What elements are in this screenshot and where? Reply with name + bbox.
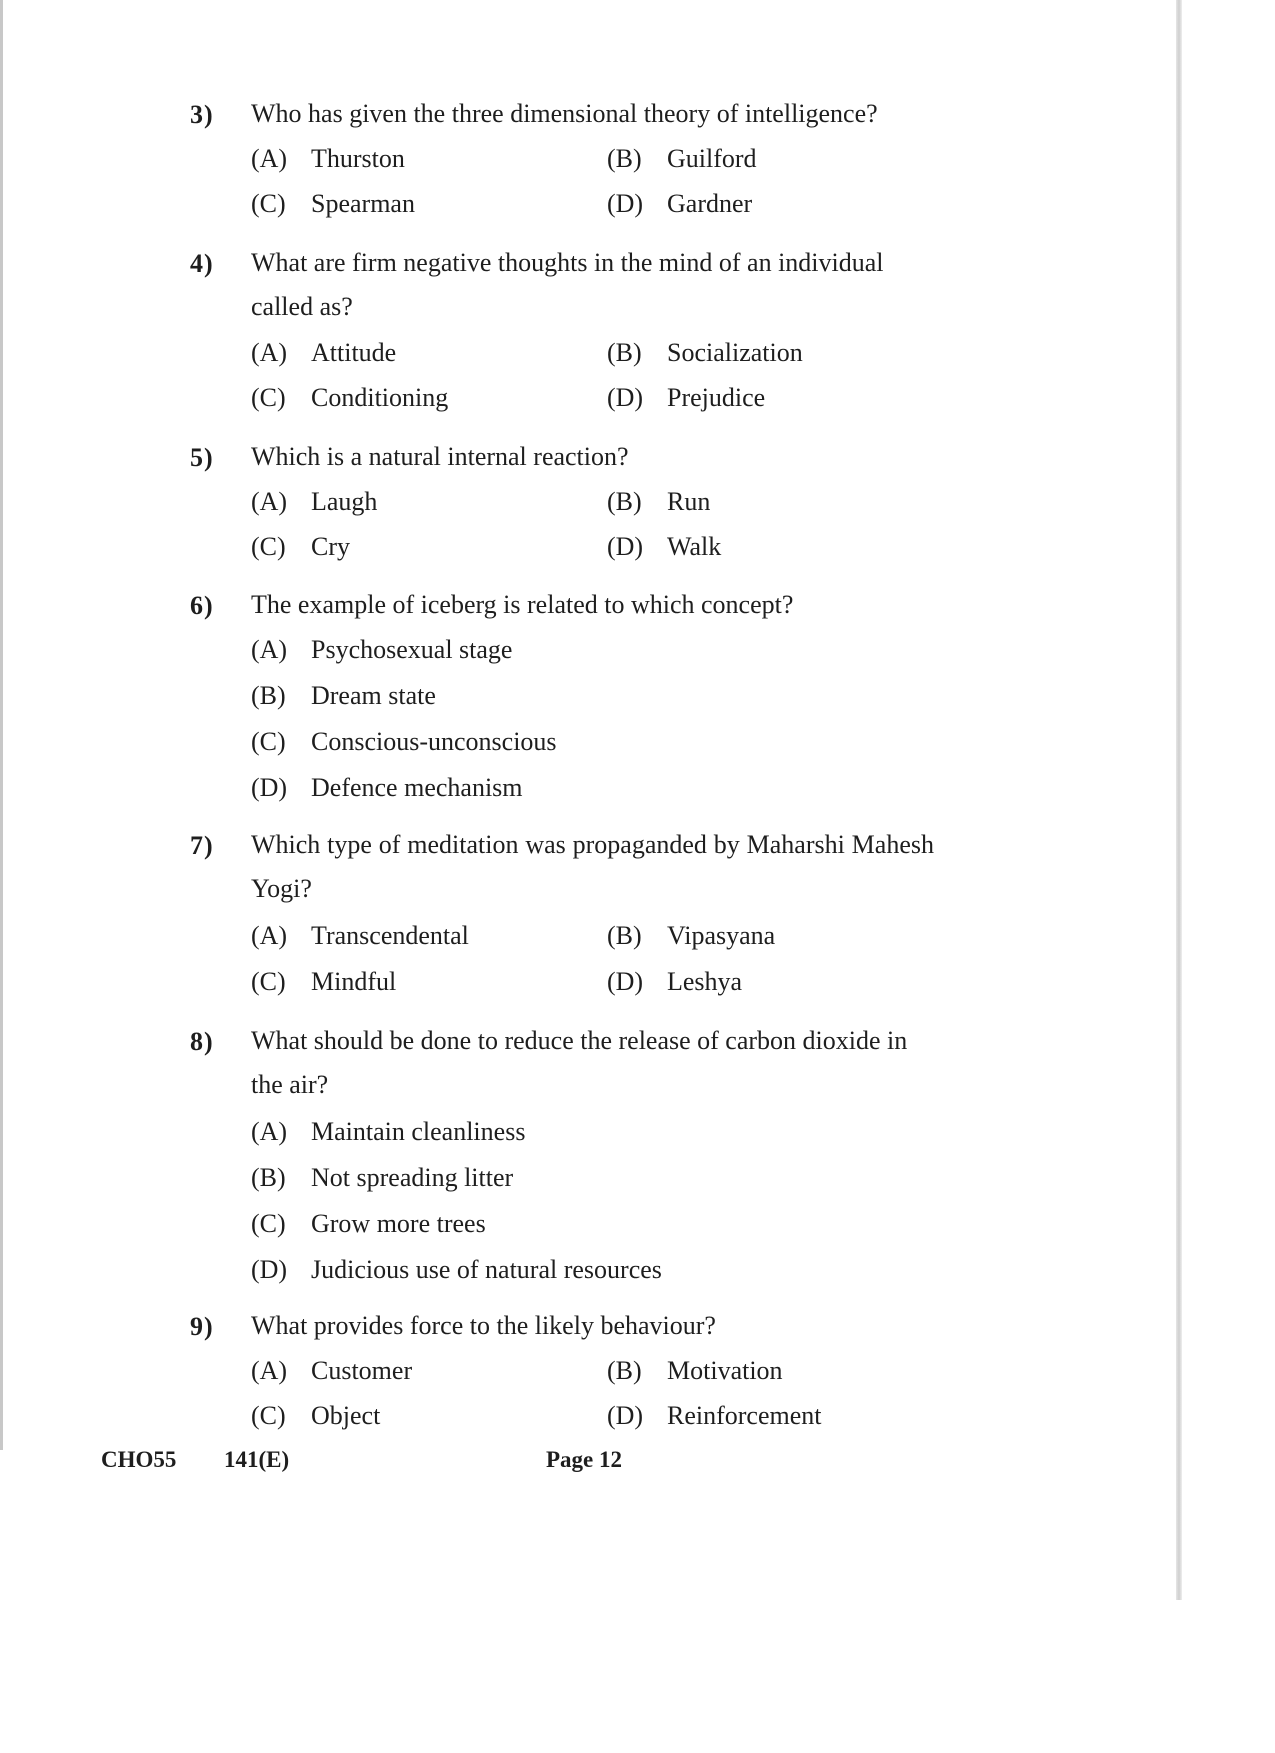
question-text: What should be done to reduce the release of carbon dioxide in the air? [251, 1026, 908, 1099]
option-text: Laugh [311, 487, 378, 516]
option-letter: (C) [251, 1401, 286, 1430]
option-letter: (C) [251, 967, 286, 996]
option-d [607, 532, 721, 562]
question-text: Which is a natural internal reaction? [251, 442, 629, 471]
option-a [251, 921, 469, 951]
option-letter: (A) [251, 1356, 288, 1385]
option-d [251, 1255, 662, 1285]
option-d [607, 189, 752, 219]
page-number: Page 12 [546, 1447, 623, 1472]
option-text: Cry [311, 532, 350, 561]
option-letter: (D) [251, 773, 288, 802]
option-letter: (B) [607, 144, 642, 173]
option-letter: (A) [251, 487, 288, 516]
question-text: Who has given the three dimensional theory of intelligence? [251, 99, 878, 128]
option-letter: (C) [251, 189, 286, 218]
question-number: 9) [190, 1312, 214, 1341]
option-c [251, 727, 557, 757]
option-text: Vipasyana [667, 921, 776, 950]
question-text: What are firm negative thoughts in the mind of an individual called as? [251, 248, 884, 321]
option-d [251, 773, 523, 803]
question-number: 3) [190, 100, 214, 129]
question-text: The example of iceberg is related to which concept? [251, 590, 794, 619]
option-text: Object [311, 1401, 381, 1430]
option-letter: (D) [607, 967, 644, 996]
option-text: Customer [311, 1356, 413, 1385]
option-text: Dream state [311, 681, 436, 710]
option-b [607, 487, 710, 517]
option-letter: (B) [251, 681, 286, 710]
option-text: Reinforcement [667, 1401, 822, 1430]
option-letter: (A) [251, 1117, 288, 1146]
option-text: Leshya [667, 967, 743, 996]
option-c [251, 1209, 486, 1239]
option-text: Conditioning [311, 383, 449, 412]
option-text: Judicious use of natural resources [311, 1255, 662, 1284]
option-d [607, 383, 765, 413]
option-letter: (D) [251, 1255, 288, 1284]
question-text: Which type of meditation was propaganded by Maharshi Mahesh Yogi? [251, 830, 934, 903]
option-text: Not spreading litter [311, 1163, 514, 1192]
question-number: 8) [190, 1027, 214, 1056]
option-text: Run [667, 487, 711, 516]
option-text: Grow more trees [311, 1209, 486, 1238]
question-number: 5) [190, 443, 214, 472]
option-b [607, 144, 757, 174]
option-letter: (A) [251, 144, 288, 173]
option-text: Maintain cleanliness [311, 1117, 526, 1146]
option-letter: (D) [607, 532, 644, 561]
option-text: Socialization [667, 338, 803, 367]
option-letter: (A) [251, 921, 288, 950]
option-b [251, 681, 436, 711]
option-c [251, 532, 350, 562]
option-d [607, 1401, 822, 1431]
option-letter: (C) [251, 383, 286, 412]
option-text: Gardner [667, 189, 753, 218]
option-letter: (C) [251, 532, 286, 561]
option-c [251, 967, 396, 997]
option-text: Prejudice [667, 383, 766, 412]
option-text: Defence mechanism [311, 773, 523, 802]
option-a [251, 487, 377, 517]
option-letter: (C) [251, 1209, 286, 1238]
question-number: 6) [190, 591, 214, 620]
option-d [607, 967, 742, 997]
option-letter: (B) [607, 338, 642, 367]
option-text: Guilford [667, 144, 757, 173]
question-text: What provides force to the likely behaviour? [251, 1311, 716, 1340]
scan-edge-left [0, 0, 3, 1450]
option-text: Thurston [311, 144, 405, 173]
option-text: Psychosexual stage [311, 635, 513, 664]
option-letter: (C) [251, 727, 286, 756]
option-c [251, 189, 415, 219]
option-letter: (A) [251, 635, 288, 664]
scan-edge-right [1176, 0, 1182, 1600]
paper-code: CHO55 [101, 1447, 177, 1472]
option-text: Motivation [667, 1356, 783, 1385]
option-letter: (D) [607, 383, 644, 412]
option-letter: (B) [251, 1163, 286, 1192]
option-a [251, 144, 405, 174]
option-a [251, 338, 396, 368]
option-b [607, 338, 803, 368]
option-a [251, 1117, 525, 1147]
option-a [251, 635, 512, 665]
option-text: Conscious-unconscious [311, 727, 557, 756]
option-b [251, 1163, 513, 1193]
option-text: Mindful [311, 967, 397, 996]
option-text: Walk [667, 532, 722, 561]
option-b [607, 1356, 783, 1386]
option-a [251, 1356, 412, 1386]
paper-number: 141(E) [224, 1447, 290, 1472]
option-text: Spearman [311, 189, 415, 218]
option-letter: (B) [607, 487, 642, 516]
option-b [607, 921, 775, 951]
question-number: 4) [190, 249, 214, 278]
option-letter: (D) [607, 189, 644, 218]
option-text: Transcendental [311, 921, 469, 950]
option-letter: (A) [251, 338, 288, 367]
option-c [251, 383, 448, 413]
option-letter: (D) [607, 1401, 644, 1430]
question-number: 7) [190, 831, 214, 860]
option-letter: (B) [607, 1356, 642, 1385]
option-c [251, 1401, 380, 1431]
option-letter: (B) [607, 921, 642, 950]
option-text: Attitude [311, 338, 397, 367]
